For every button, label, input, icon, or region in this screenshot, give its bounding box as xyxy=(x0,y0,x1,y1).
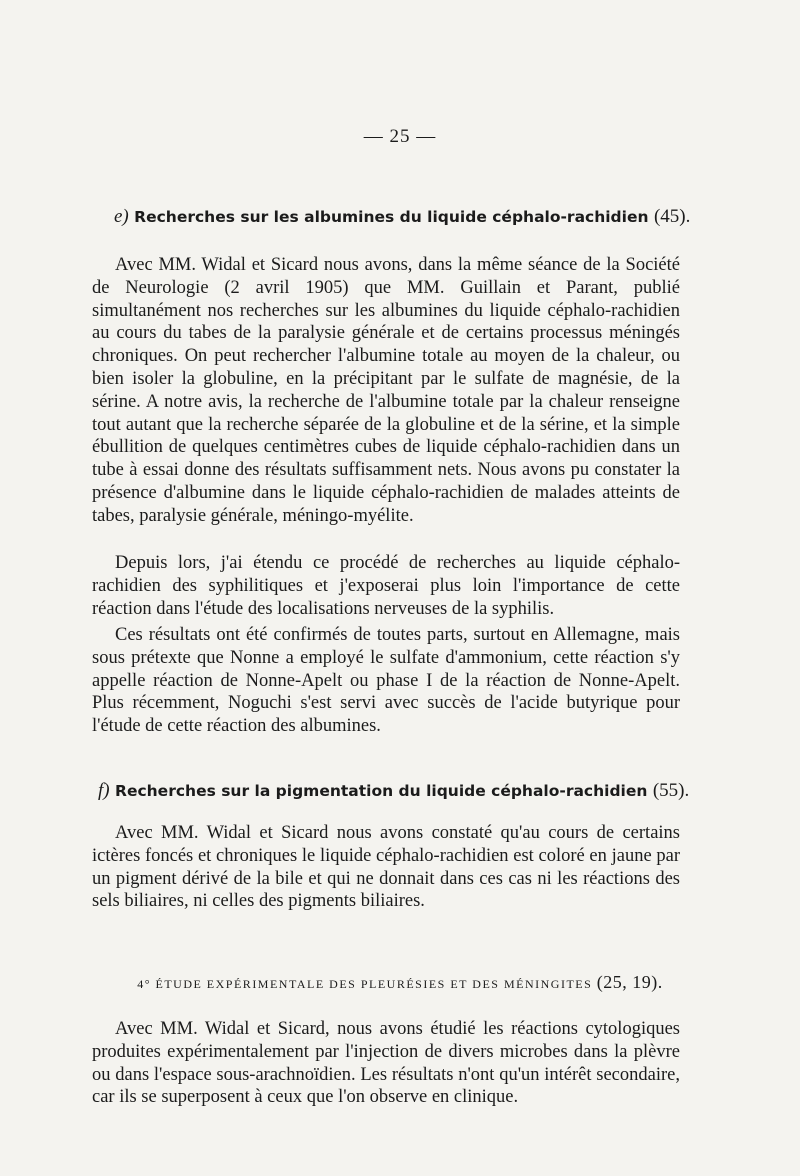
section-4-ref: (25, 19). xyxy=(596,972,663,992)
paragraph-pigmentation: Avec MM. Widal et Sicard nous avons constaté qu'au cours de certains ictères foncés et chroniques le liquide céphalo-rachidien est coloré en jaune par un pigment dérivé de la bile et qui ne donnait dans ces cas ni les réactions des sels biliaires, ni celles des pigments biliaires. xyxy=(92,823,680,912)
section-e-marker: e) xyxy=(114,206,129,227)
section-f-title: Recherches sur la pigmentation du liquide céphalo-rachidien xyxy=(115,782,648,800)
paragraph-albumines-3: Ces résultats ont été confirmés de toutes parts, surtout en Allemagne, mais sous prétexte que Nonne a employé le sulfate d'ammonium, cette réaction s'y appelle réaction de Nonne-Apelt ou phase I de la réaction de Nonne-Apelt. Plus récemment, Noguchi s'est servi avec succès de l'acide butyrique pour l'étude de cette réaction des albumines. xyxy=(92,625,680,737)
section-e-heading xyxy=(114,206,690,228)
section-4-title: 4° ÉTUDE EXPÉRIMENTALE DES PLEURÉSIES ET DES MÉNINGITES xyxy=(137,977,593,991)
paragraph-albumines-1: Avec MM. Widal et Sicard nous avons, dans la même séance de la Société de Neurologie (2 avril 1905) que MM. Guillain et Parant, publié simultanément nos recherches sur les albumines du liquide céphalo-rachidien au cours du tabes de la paralysie générale et de certains processus méningés chroniques. On peut rechercher l'albumine totale au moyen de la chaleur, ou bien isoler la globuline, en la précipitant par le sulfate de magnésie, de la sérine. A notre avis, la recherche de l'albumine totale par la chaleur renseigne tout autant que la recherche séparée de la globuline et de la sérine, et la simple ébullition de quelques centimètres cubes de liquide céphalo-rachidien dans un tube à essai donne des résultats suffisamment nets. Nous avons pu constater la présence d'albumine dans le liquide céphalo-rachidien de malades atteints de tabes, paralysie générale, méningo-myélite. xyxy=(92,255,680,526)
paragraph-etude-experimentale: Avec MM. Widal et Sicard, nous avons étudié les réactions cytologiques produites expérimentalement par l'injection de divers microbes dans la plèvre ou dans l'espace sous-arachnoïdien. Les résultats n'ont qu'un intérêt secondaire, car ils se superposent à ceux que l'on observe en clinique. xyxy=(92,1019,680,1108)
section-f-ref: (55). xyxy=(652,780,690,801)
section-4-heading xyxy=(0,972,800,993)
section-f-heading xyxy=(98,780,689,802)
section-e-ref: (45). xyxy=(653,206,691,227)
section-f-marker: f) xyxy=(98,780,110,801)
section-e-title: Recherches sur les albumines du liquide céphalo-rachidien xyxy=(134,208,649,226)
page-number: — 25 — xyxy=(363,126,437,147)
paragraph-albumines-2: Depuis lors, j'ai étendu ce procédé de recherches au liquide céphalo-rachidien des syphilitiques et j'exposerai plus loin l'importance de cette réaction dans l'étude des localisations nerveuses de la syphilis. xyxy=(92,553,680,619)
